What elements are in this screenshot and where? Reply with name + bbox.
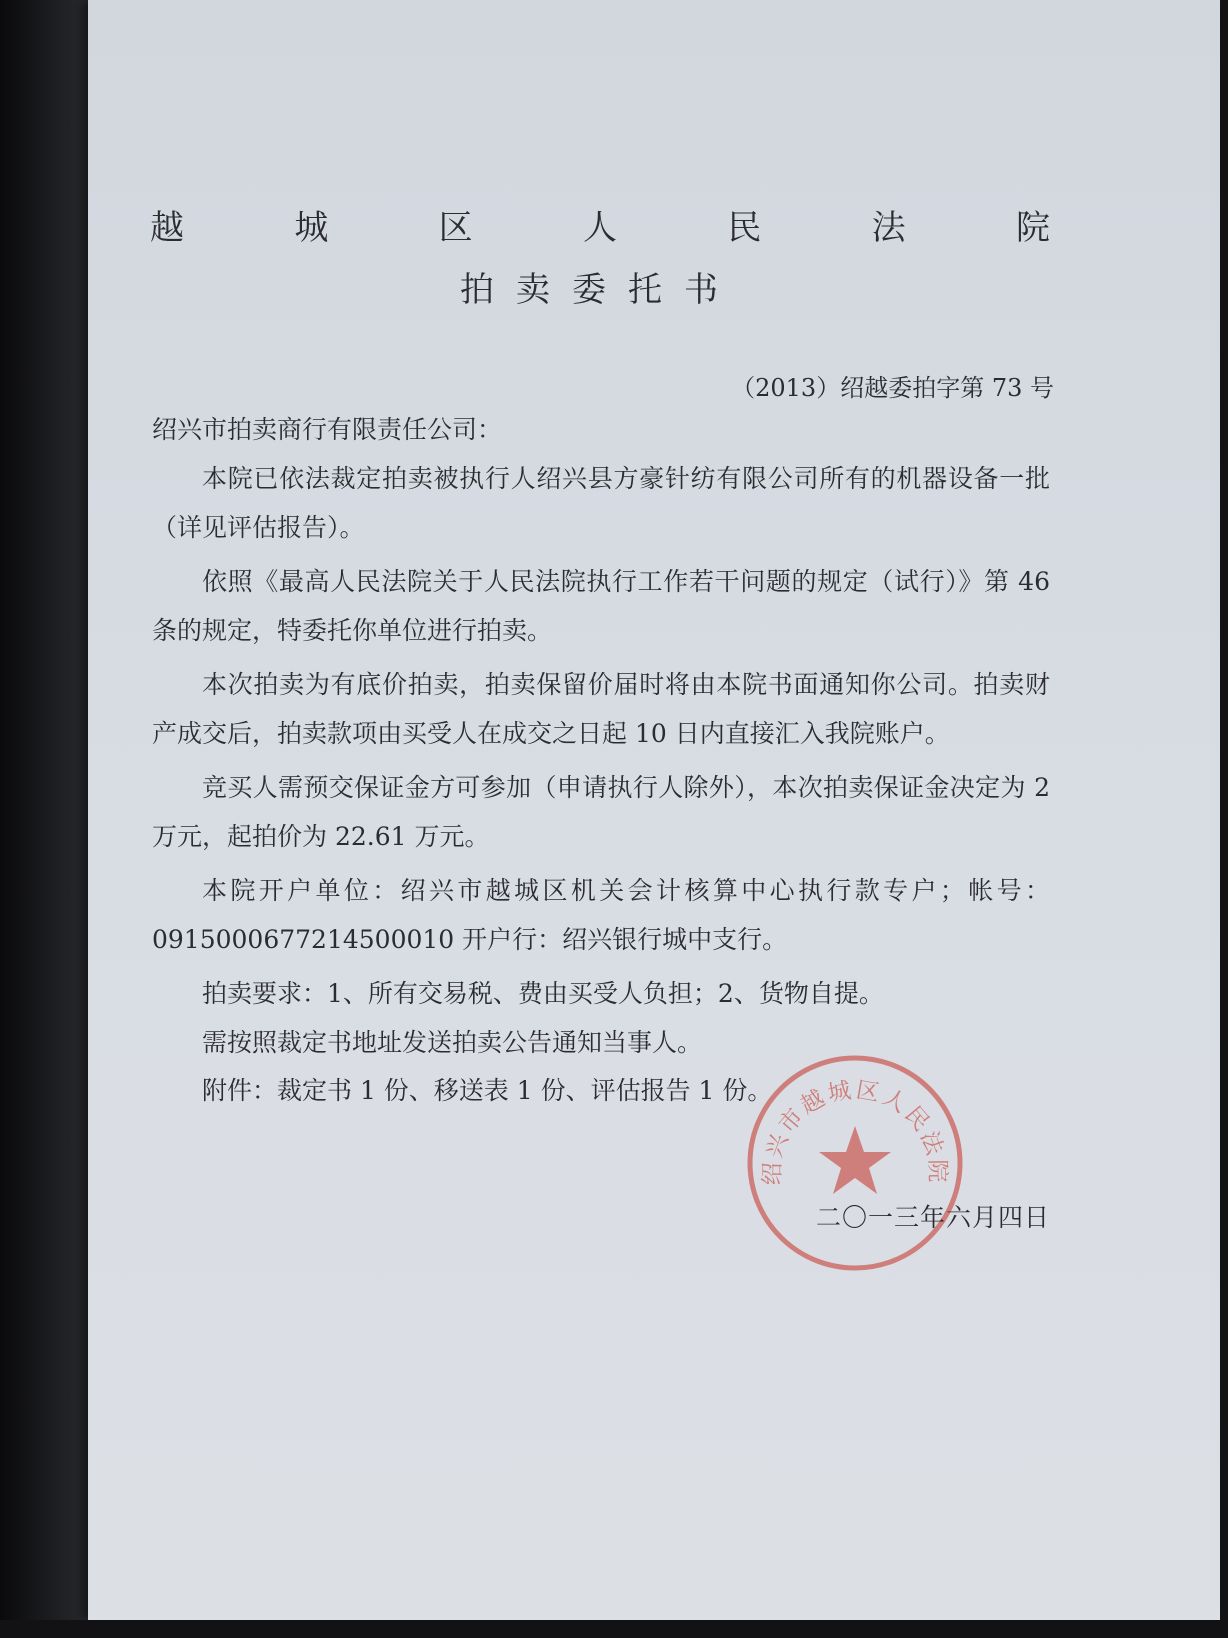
court-name-char: 城 [294, 208, 329, 248]
document-title: 拍卖委托书 [460, 270, 740, 310]
court-name-heading [150, 200, 1050, 250]
document-date: 二〇一三年六月四日 [815, 1203, 1050, 1232]
court-name-char: 院 [1015, 208, 1050, 248]
official-seal [740, 1048, 970, 1278]
court-name-char: 越 [150, 208, 184, 248]
desk-edge [0, 1620, 1228, 1638]
binder-spine [0, 0, 88, 1638]
court-name-char: 民 [727, 208, 762, 248]
star-icon [819, 1126, 891, 1194]
body-paragraph: 依照《最高人民法院关于人民法院执行工作若干问题的规定（试行）》第 46 条的规定，特委托你单位进行拍卖。 [152, 567, 1050, 645]
document-number: （2013）绍越委拍字第 73 号 [731, 374, 1054, 402]
document-body [152, 455, 1050, 1116]
seal-text: 绍兴市越城区人民法院 [759, 1077, 951, 1186]
court-name-char: 人 [582, 208, 617, 248]
body-paragraph: 拍卖要求：1、所有交易税、费由买受人负担；2、货物自提。 [202, 979, 884, 1008]
body-paragraph: 本院开户单位：绍兴市越城区机关会计核算中心执行款专户；帐号： 0915000677214500010 开户行：绍兴银行城中支行。 [152, 876, 1050, 954]
body-paragraph: 竞买人需预交保证金方可参加（申请执行人除外），本次拍卖保证金决定为 2 万元，起拍价为 22.61 万元。 [152, 773, 1050, 851]
body-paragraph: 本次拍卖为有底价拍卖，拍卖保留价届时将由本院书面通知你公司。拍卖财产成交后，拍卖款项由买受人在成交之日起 10 日内直接汇入我院账户。 [152, 670, 1050, 748]
addressee: 绍兴市拍卖商行有限责任公司： [152, 415, 503, 444]
body-paragraph: 需按照裁定书地址发送拍卖公告通知当事人。 [202, 1027, 703, 1057]
court-name-char: 法 [871, 208, 906, 248]
body-paragraph: 附件：裁定书 1 份、移送表 1 份、评估报告 1 份。 [202, 1076, 773, 1105]
court-name-char: 区 [438, 208, 473, 248]
body-paragraph: 本院已依法裁定拍卖被执行人绍兴县方豪针纺有限公司所有的机器设备一批（详见评估报告）。 [152, 464, 1050, 542]
